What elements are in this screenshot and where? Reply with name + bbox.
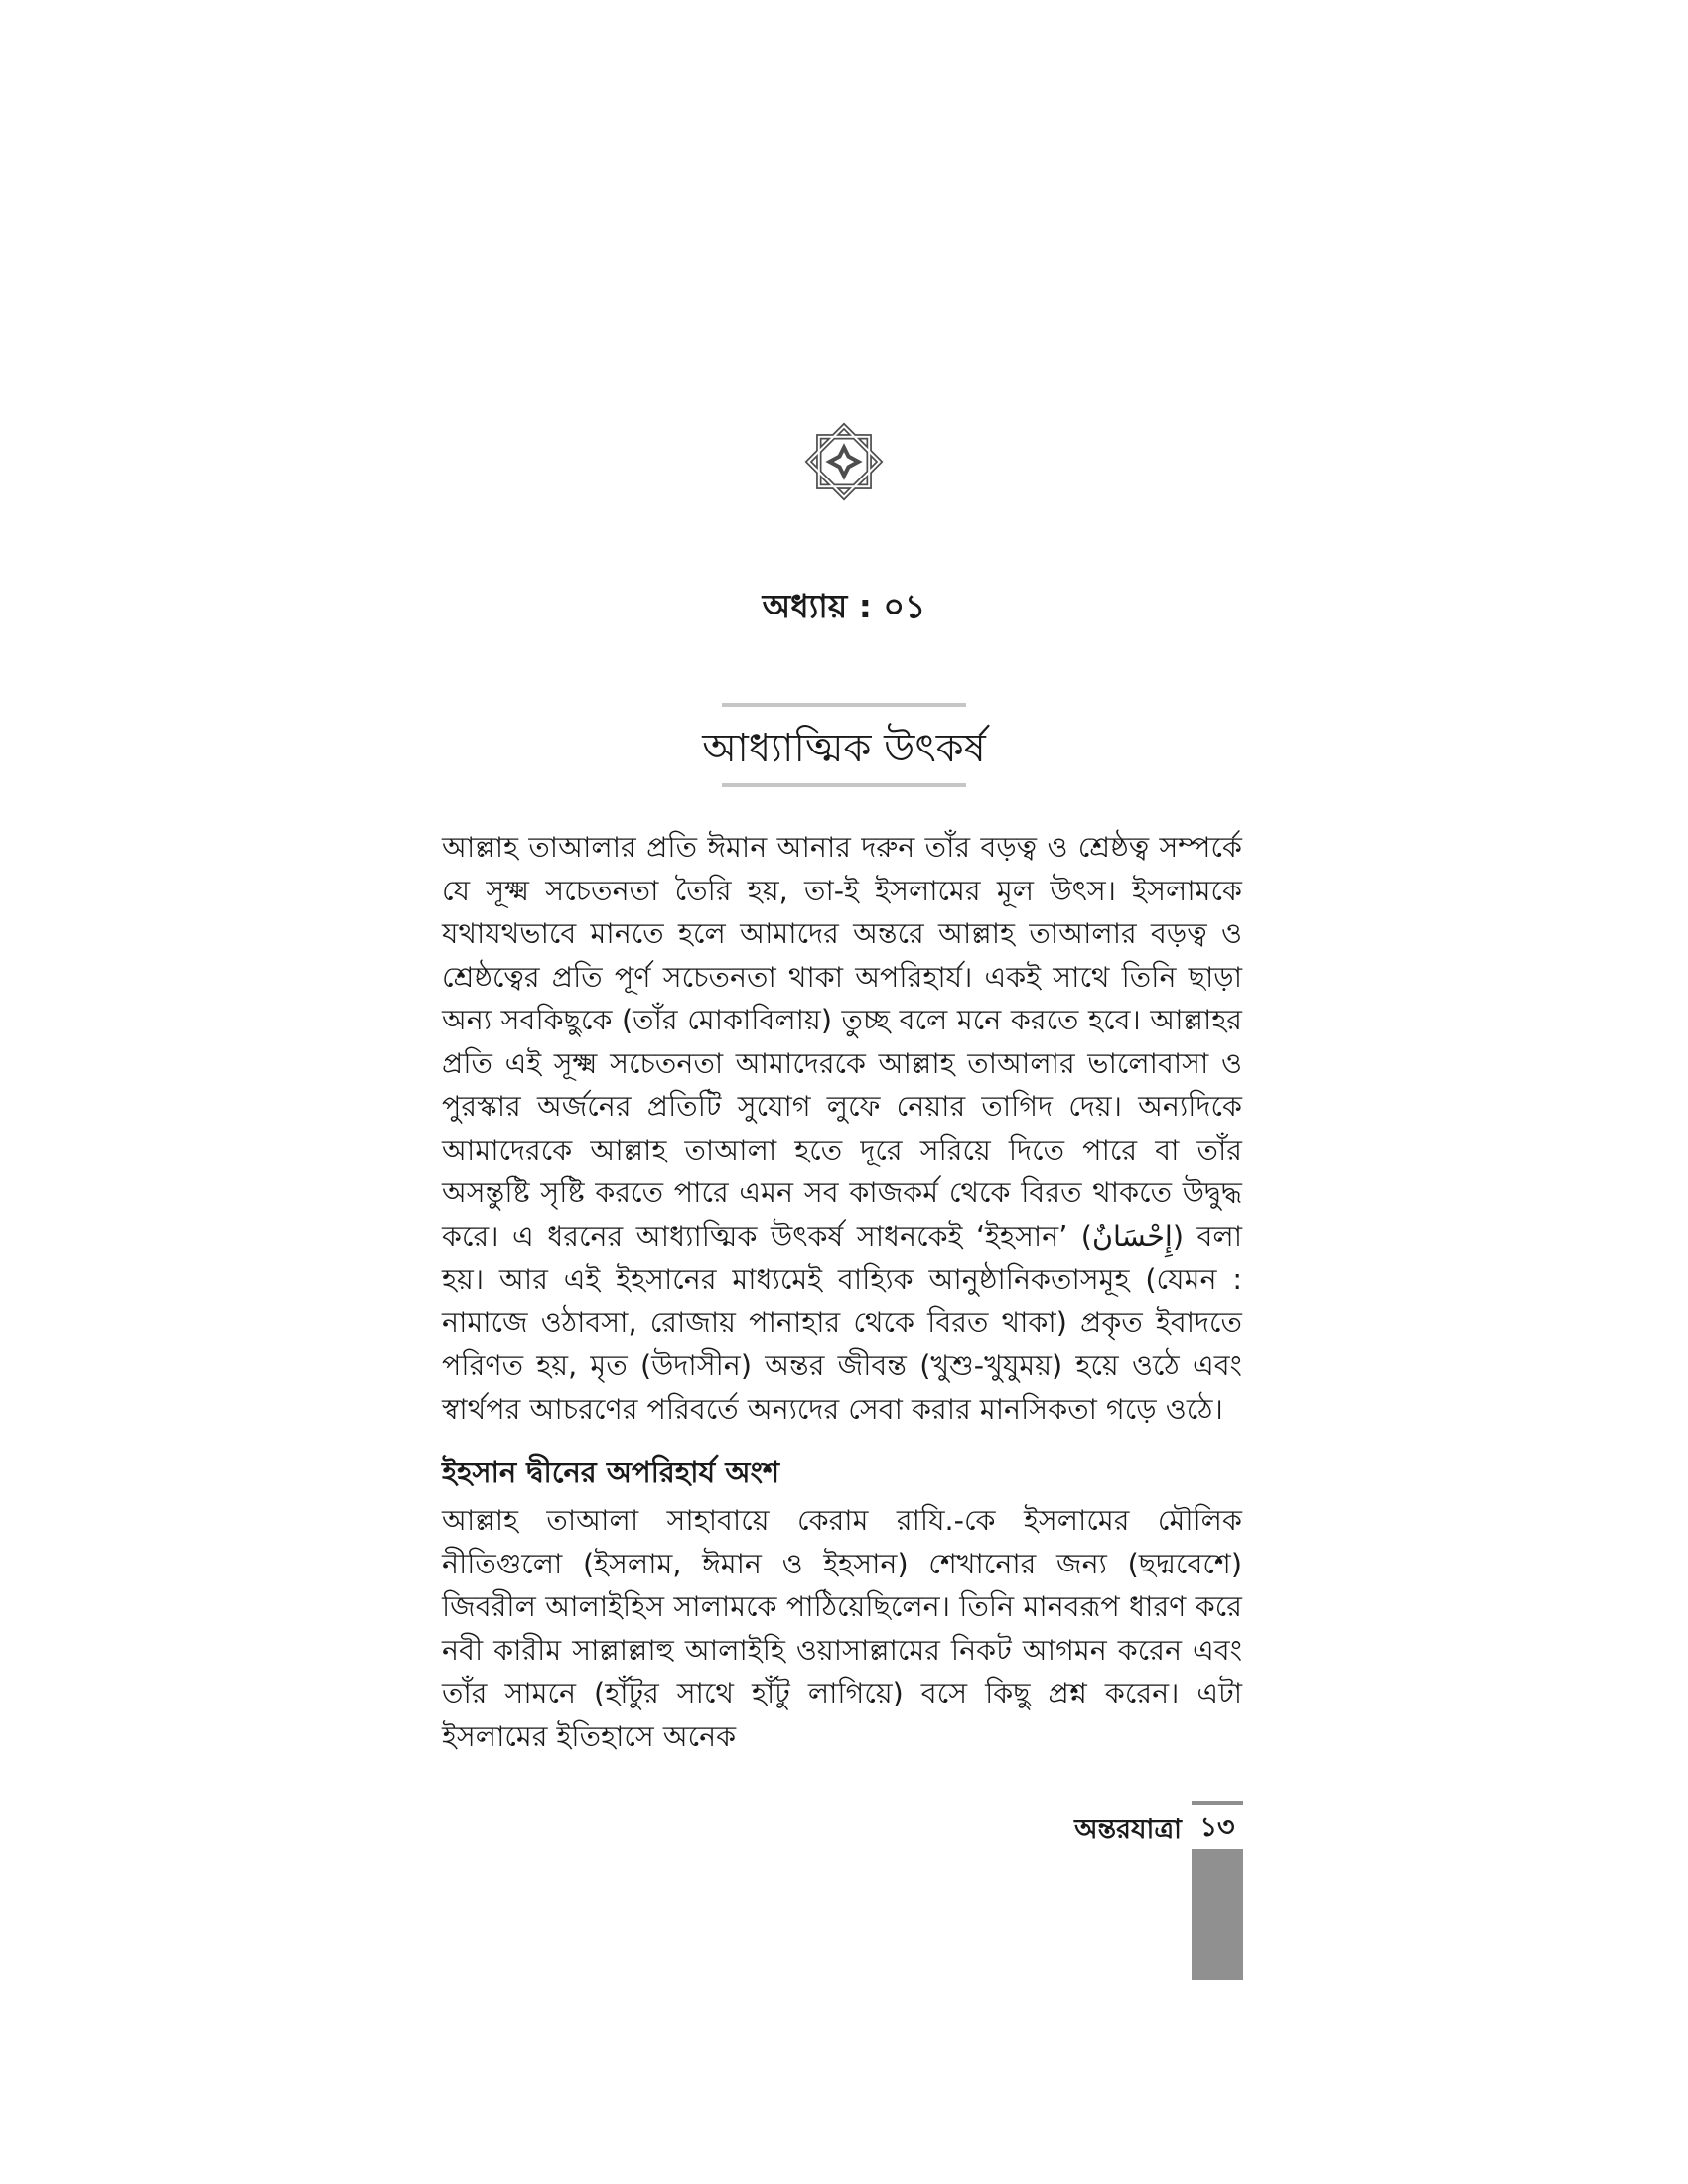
body-paragraph: আল্লাহ তাআলার প্রতি ঈমান আনার দরুন তাঁর বড়ত্ব ও শ্রেষ্ঠত্ব সম্পর্কে যে সূক্ষ্ম সচেতনতা তৈরি হয়, তা-ই ইসলামের মূল উৎস। ইসলামকে যথাযথভাবে মানতে হলে আমাদের অন্তরে আল্লাহ তাআলার বড়ত্ব ও শ্রেষ্ঠত্বের প্রতি পূর্ণ সচেতনতা থাকা অপরিহার্য। একই সাথে তিনি ছাড়া অন্য সবকিছুকে (তাঁর মোকাবিলায়) তুচ্ছ বলে মনে করতে হবে। আল্লাহর প্রতি এই সূক্ষ্ম সচেতনতা আমাদেরকে আল্লাহ তাআলার ভালোবাসা ও পুরস্কার অর্জনের প্রতিটি সুযোগ লুফে নেয়ার তাগিদ দেয়। অন্যদিকে আমাদেরকে আল্লাহ তাআলা হতে দূরে সরিয়ে দিতে পারে বা তাঁর অসন্তুষ্টি সৃষ্টি করতে পারে এমন সব কাজকর্ম থেকে বিরত থাকতে উদ্বুদ্ধ করে। এ ধরনের আধ্যাত্মিক উৎকর্ষ সাধনকেই ‘ইহসান’ (إِحْسَانٌ) বলা হয়। আর এই ইহসানের মাধ্যমেই বাহ্যিক আনুষ্ঠানিকতাসমূহ (যেমন : নামাজে ওঠাবসা, রোজায় পানাহার থেকে বিরত থাকা) প্রকৃত ইবাদতে পরিণত হয়, মৃত (উদাসীন) অন্তর জীবন্ত (খুশু-খুযুময়) হয়ে ওঠে এবং স্বার্থপর আচরণের পরিবর্তে অন্যদের সেবা করার মানসিকতা গড়ে ওঠে। bbox=[442, 830, 1242, 1426]
body-paragraph: আল্লাহ তাআলা সাহাবায়ে কেরাম রাযি.-কে ইসলামের মৌলিক নীতিগুলো (ইসলাম, ঈমান ও ইহসান) শেখানোর জন্য (ছদ্মবেশে) জিবরীল আলাইহিস সালামকে পাঠিয়েছিলেন। তিনি মানবরূপ ধারণ করে নবী কারীম সাল্লাল্লাহু আলাইহি ওয়াসাল্লামের নিকট আগমন করেন এবং তাঁর সামনে (হাঁটুর সাথে হাঁটু লাগিয়ে) বসে কিছু প্রশ্ন করেন। এটা ইসলামের ইতিহাসে অনেক bbox=[442, 1503, 1242, 1753]
title-rule-bottom bbox=[722, 783, 966, 787]
page-edge-tab bbox=[1192, 1849, 1243, 1980]
section-subheading: ইহসান দ্বীনের অপরিহার্য অংশ bbox=[442, 1455, 780, 1489]
page-number-rule bbox=[1192, 1801, 1243, 1805]
page-number: ১৩ bbox=[1199, 1812, 1235, 1843]
chapter-label: অধ্যায় : ০১ bbox=[762, 587, 926, 625]
running-footer-book-title: অন্তরযাত্রা bbox=[1074, 1814, 1182, 1844]
chapter-title: আধ্যাত্মিক উৎকর্ষ bbox=[702, 726, 986, 771]
eight-point-star-ornament-icon bbox=[799, 417, 889, 506]
title-rule-top bbox=[722, 703, 966, 707]
